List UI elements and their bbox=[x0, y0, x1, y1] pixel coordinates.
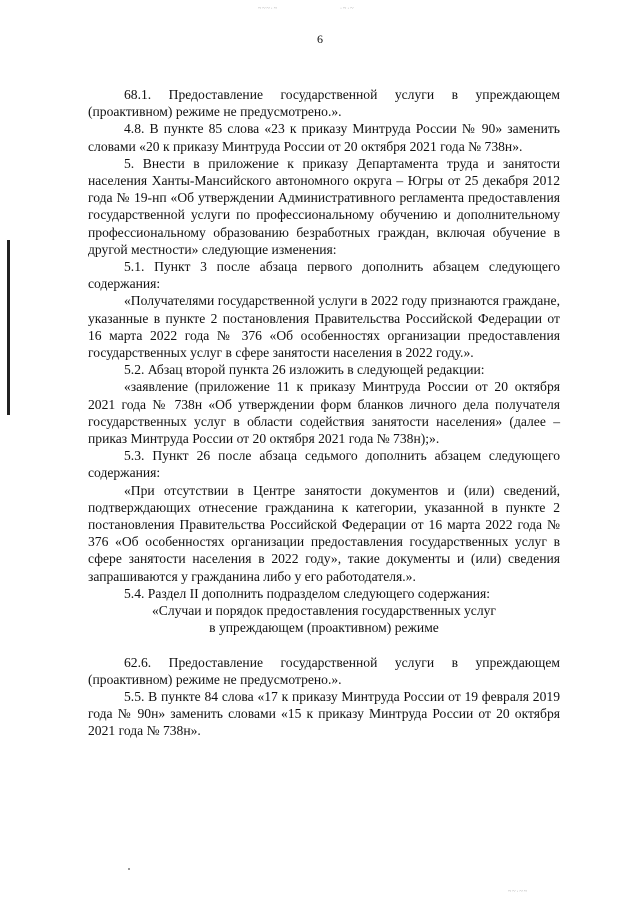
paragraph-68-1: 68.1. Предоставление государственной услуги в упреждающем (проактивном) режиме не предусмотрено.». bbox=[88, 87, 560, 120]
scan-speck bbox=[128, 868, 130, 870]
scan-artifact-top-left: ~~~·~ bbox=[258, 6, 278, 12]
paragraph-4-8: 4.8. В пункте 85 слова «23 к приказу Минтруда России № 90» заменить словами «20 к приказу Минтруда России от 20 октября 2021 года № 738н». bbox=[88, 121, 560, 154]
paragraph-5-3-quote: «При отсутствии в Центре занятости документов и (или) сведений, подтверждающих отнесение гражданина к категории, указанной в пункте 2 постановления Правительства Российской Федерации от 16 марта 2022 года № 376 «Об особенностях организации предоставления государственных услуг в сфере занятости населения в 2022 году», такие документы и (или) сведения запрашиваются у гражданина либо у его работодателя.». bbox=[88, 482, 560, 584]
page-number: 6 bbox=[317, 32, 323, 46]
scan-artifact-top-right: ·~·~ bbox=[340, 6, 355, 12]
margin-scan-line bbox=[7, 240, 10, 415]
paragraph-5-2: 5.2. Абзац второй пункта 26 изложить в следующей редакции: bbox=[124, 362, 485, 378]
paragraph-5-1: 5.1. Пункт 3 после абзаца первого дополнить абзацем следующего содержания: bbox=[88, 259, 560, 292]
subsection-heading: «Случаи и порядок предоставления государственных услуг в упреждающем (проактивном) режиме bbox=[151, 603, 497, 636]
scan-artifact-bottom-right: ~~·~~ bbox=[508, 889, 528, 895]
document-body bbox=[88, 86, 560, 740]
paragraph-62-6: 62.6. Предоставление государственной услуги в упреждающем (проактивном) режиме не предусмотрено.». bbox=[88, 654, 560, 687]
paragraph-5-1-quote: «Получателями государственной услуги в 2022 году признаются граждане, указанные в пункте 2 постановления Правительства Российской Федерации от 16 марта 2022 года № 376 «Об особенностях организации предоставления государственных услуг в сфере занятости населения в 2022 году.». bbox=[88, 293, 560, 361]
paragraph-5-3: 5.3. Пункт 26 после абзаца седьмого дополнить абзацем следующего содержания: bbox=[88, 448, 560, 481]
paragraph-5-4: 5.4. Раздел II дополнить подразделом следующего содержания: bbox=[124, 585, 491, 601]
paragraph-5-5: 5.5. В пункте 84 слова «17 к приказу Минтруда России от 19 февраля 2019 года № 90н» заменить словами «15 к приказу Минтруда России от 20 октября 2021 года № 738н». bbox=[88, 688, 560, 739]
blank-line bbox=[88, 637, 560, 654]
paragraph-5-2-quote: «заявление (приложение 11 к приказу Минтруда России от 20 октября 2021 года № 738н «Об утверждении форм бланков личного дела получателя государственных услуг в области содействия занятости населения» (далее – приказ Минтруда России от 20 октября 2021 года № 738н);». bbox=[88, 379, 560, 447]
paragraph-5: 5. Внести в приложение к приказу Департамента труда и занятости населения Ханты-Мансийского автономного округа – Югры от 25 декабря 2012 года № 19-нп «Об утверждении Административного регламента предоставления государственной услуги по профессиональному обучению и дополнительному профессиональному образованию безработных граждан, включая обучение в другой местности» следующие изменения: bbox=[88, 155, 560, 257]
